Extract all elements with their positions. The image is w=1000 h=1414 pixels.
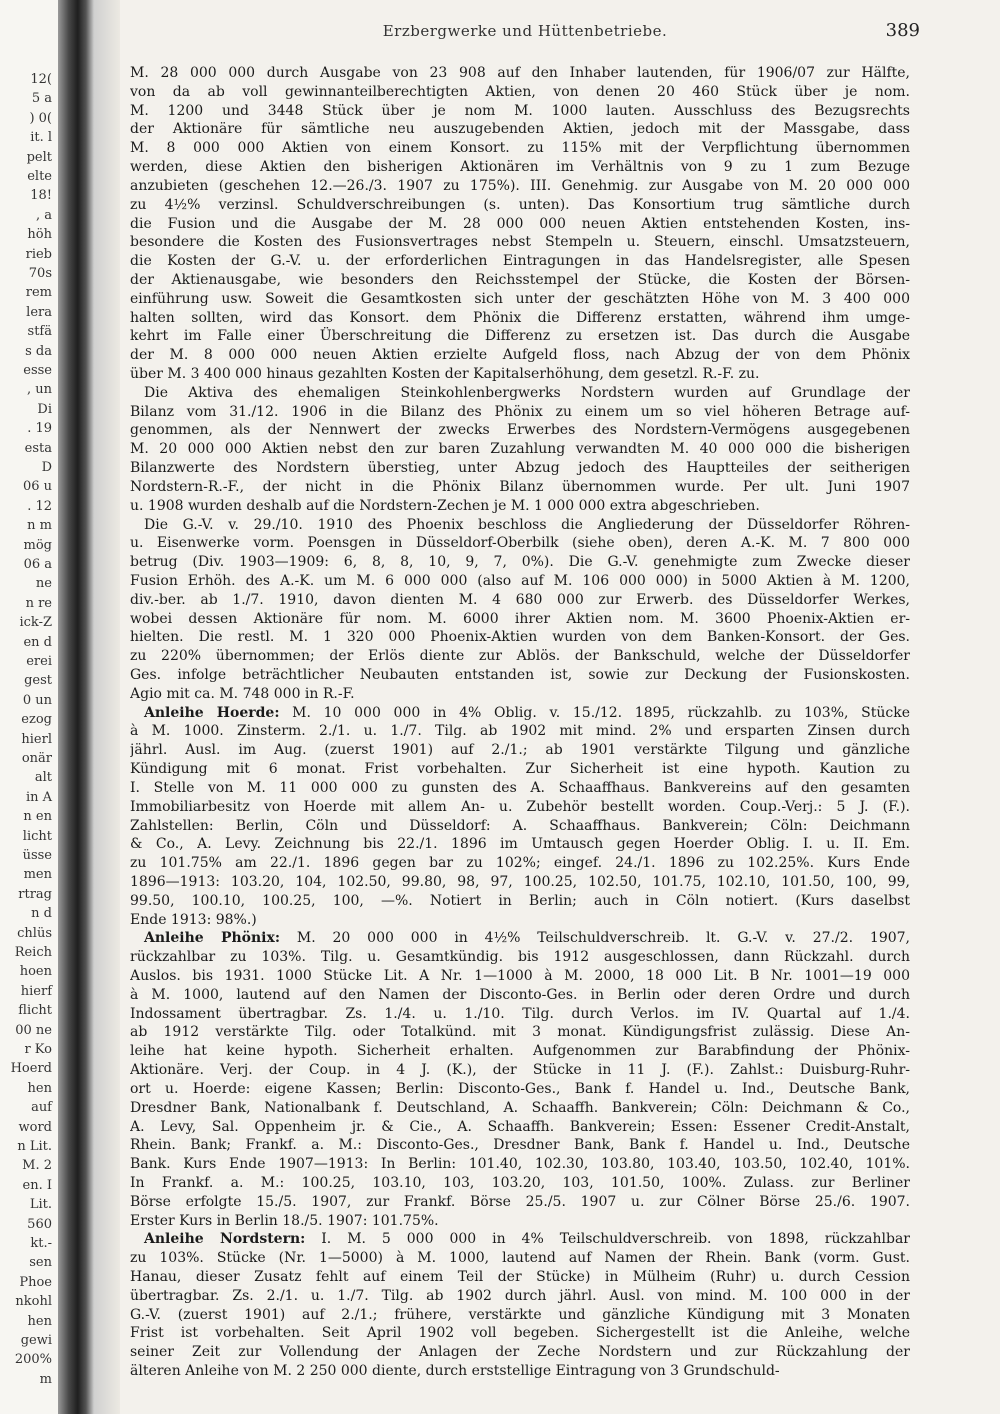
- poensgen-fusion-line: Fusion Erhöh. des A.-K. um M. 6 000 000 (also auf M. 106 000 000) in 5000 Aktien à M. 1200,: [130, 572, 910, 589]
- anleihe-phoenix-line: ab 1912 verstärkte Tilg. oder Totalkünd. mit 3 monat. Kündigungsfrist zulässig. Diese An-: [130, 1024, 910, 1041]
- poensgen-fusion-line: Ges. infolge beträchtlicher Neubauten entstanden ist, sowie zur Deckung der Fusionskosten.: [130, 667, 910, 683]
- fragment-line: stfä: [27, 324, 52, 340]
- capital-increase-line: anzubieten (geschehen 12.—26./3. 1907 zu 175%). III. Genehmig. zur Ausgabe von M. 20 000 000: [130, 177, 910, 194]
- fragment-line: gewi: [20, 1333, 52, 1348]
- fragment-line: üsse: [22, 848, 52, 863]
- fragment-line: . 12: [27, 498, 52, 514]
- fragment-line: alt: [34, 770, 52, 786]
- anleihe-nordstern-line: Hanau, dieser Zusatz fehlt auf einem Teil der Stücke) in Mülheim (Ruhr) u. durch Cession: [130, 1269, 910, 1285]
- anleihe-nordstern-line: übertragbar. Zs. 2./1. u. 1./7. Tilg. ab 1902 durch jährl. Ausl. von mind. M. 100 000 in der: [130, 1287, 910, 1304]
- page-number: 389: [885, 20, 920, 41]
- capital-increase-line: halten sollten, wird das Konsort. dem Phönix die Differenz erstatten, während ihm umge-: [130, 309, 910, 326]
- nordstern-assets-line: u. 1908 wurden deshalb auf die Nordstern-Zechen je M. 1 000 000 extra abgeschrieben.: [130, 497, 760, 514]
- fragment-line: D: [41, 460, 52, 475]
- fragment-line: men: [23, 867, 52, 883]
- anleihe-phoenix-text: M. 20 000 000 in 4½% Teilschuldverschreib. lt. G.-V. v. 27./2. 1907,: [280, 930, 910, 947]
- fragment-line: m: [39, 1371, 52, 1387]
- capital-increase-line: die Kosten der G.-V. u. der erforderlichen Eintragungen in das Handelsregister, alle Spesen: [130, 253, 910, 270]
- anleihe-phoenix-line: In Frankf. a. M.: 100.25, 103.10, 103, 103.20, 103, 101.50, 100%. Zulass. zur Berliner: [130, 1174, 910, 1191]
- fragment-line: n m: [27, 518, 52, 534]
- poensgen-fusion-line: u. Eisenwerke vorm. Poensgen in Düsseldorf-Oberbilk (siehe oben), deren A.-K. M. 7 800 000: [130, 535, 910, 552]
- fragment-line: hierf: [20, 983, 52, 999]
- fragment-line: ezog: [21, 712, 52, 728]
- anleihe-phoenix-line: ort u. Hoerde: eigene Kassen; Berlin: Disconto-Ges., Bank f. Handel u. Ind., Deutsche Bank,: [130, 1080, 910, 1097]
- nordstern-assets-line: Bilanz vom 31./12. 1906 in die Bilanz des Phönix zu einem um so viel höheren Betrage auf-: [130, 403, 910, 420]
- fragment-line: . 19: [27, 421, 52, 437]
- fragment-line: 06 u: [22, 479, 52, 495]
- anleihe-phoenix-line: Bank. Kurs Ende 1907—1913: In Berlin: 101.40, 102.30, 103.80, 103.40, 103.50, 102.40, 101%.: [130, 1156, 910, 1173]
- fragment-line: kt.-: [30, 1236, 52, 1251]
- fragment-line: erei: [26, 654, 52, 669]
- anleihe-hoerde-line: Kündigung mit 6 monat. Frist vorbehalten. Zur Sicherheit ist eine hypoth. Kaution zu: [130, 761, 910, 778]
- fragment-line: 200%: [14, 1352, 52, 1368]
- poensgen-fusion-line: betrug (Div. 1903—1909: 6, 8, 8, 10, 9, 7, 0%). Die G.-V. genehmigte zum Zwecke dieser: [130, 554, 910, 571]
- fragment-line: nkohl: [15, 1294, 52, 1310]
- anleihe-hoerde-line: Immobiliarbesitz von Hoerde mit allem An- u. Zubehör bestellt worden. Coup.-Verj.: 5 J. (F.).: [130, 798, 910, 815]
- poensgen-fusion-line: div.-ber. ab 1./7. 1910, davon dienten M. 4 680 000 zur Erwerb. des Düsseldorfer Werkes,: [130, 591, 910, 608]
- capital-increase-line: M. 8 000 000 Aktien von einem Konsort. zu 115% mit der Verpflichtung übernommen: [130, 140, 910, 157]
- fragment-line: 560: [27, 1216, 52, 1232]
- binding-gutter: [58, 0, 94, 1414]
- anleihe-phoenix-line: [130, 929, 910, 948]
- fragment-line: word: [18, 1119, 52, 1135]
- anleihe-phoenix-line: A. Levy, Sal. Oppenheim jr. & Cie., A. Schaaffh. Bankverein; Essen: Essener Credit-Anstalt,: [130, 1118, 910, 1135]
- poensgen-fusion-line: zu 220% übernommen; der Erlös diente zur Ablös. der Bankschuld, welche der Düsseldorfer: [130, 648, 910, 665]
- poensgen-fusion-line: hielten. Die restl. M. 1 320 000 Phoenix-Aktien wurden von dem Banken-Konsort. der Ges.: [130, 629, 910, 646]
- nordstern-assets-line: Nordstern-R.-F., der nicht in die Phönix Bilanz übernommen wurde. Per ult. Juni 1907: [130, 478, 910, 495]
- page-header: [130, 20, 920, 44]
- fragment-line: 0 un: [22, 692, 52, 708]
- fragment-line: rieb: [25, 246, 52, 262]
- anleihe-nordstern-text: I. M. 5 000 000 in 4% Teilschuldverschreib. von 1898, rückzahlbar: [305, 1231, 910, 1248]
- anleihe-phoenix-heading: Anleihe Phönix:: [144, 930, 281, 947]
- fragment-line: lera: [26, 304, 52, 320]
- fragment-line: M. 2: [22, 1158, 52, 1174]
- anleihe-hoerde-line: zu 101.75% am 22./1. 1896 gegen bar zu 102%; eingef. 24./1. 1896 zu 102.25%. Kurs Ende: [130, 855, 910, 872]
- nordstern-assets-line: M. 20 000 000 Aktien nebst den zur baren Zuzahlung verwandten M. 40 000 000 die bisherigen: [130, 441, 910, 458]
- fragment-line: flicht: [18, 1003, 52, 1019]
- capital-increase-line: die Fusion und die Ausgabe der M. 28 000 000 neuen Aktien entstehenden Kosten, ins-: [130, 215, 910, 232]
- anleihe-hoerde-line: jährl. Ausl. im Aug. (zuerst 1901) auf 2./1.; ab 1901 verstärkte Tilgung und gänzliche: [130, 742, 910, 759]
- fragment-line: n re: [25, 595, 52, 611]
- fragment-line: Di: [37, 401, 52, 417]
- fragment-line: 18!: [30, 188, 52, 204]
- fragment-line: r Ko: [24, 1042, 52, 1057]
- anleihe-hoerde-line: 1896—1913: 103.20, 104, 102.50, 99.80, 98, 97, 100.25, 102.50, 101.75, 102.10, 101.50, 100, 99,: [130, 873, 910, 890]
- poensgen-fusion-line: Agio mit ca. M. 748 000 in R.-F.: [130, 685, 355, 702]
- fragment-line: 06 a: [23, 557, 52, 572]
- capital-increase-line: besondere die Kosten des Fusionsvertrages nebst Stempeln u. Steuern, einschl. Umsatzsteuern,: [130, 234, 910, 251]
- fragment-line: hen: [27, 1080, 52, 1096]
- fragment-line: 00 ne: [15, 1022, 52, 1038]
- fragment-line: hen: [27, 1313, 52, 1329]
- capital-increase-line: der M. 8 000 000 neuen Aktien erzielte Aufgeld floss, nach Abzug der von dem Phönix: [130, 347, 910, 364]
- fragment-line: sen: [29, 1255, 52, 1271]
- anleihe-hoerde-line: à M. 1000. Zinsterm. 2./1. u. 1./7. Tilg. ab 1902 mit mind. 2% und ersparten Zinsen durch: [130, 723, 910, 740]
- anleihe-hoerde-line: [130, 704, 910, 723]
- page-body: [130, 64, 910, 1381]
- anleihe-phoenix-line: Dresdner Bank, Nationalbank f. Deutschland, A. Schaaffh. Bankverein; Cöln: Deichmann & Co.,: [130, 1099, 910, 1116]
- capital-increase-line: der Aktionäre für sämtliche neu auszugebenden Aktien, jedoch mit der Massgabe, dass: [130, 121, 910, 138]
- previous-page-fragments: [0, 0, 58, 1414]
- capital-increase-line: zu 4½% verzinsl. Schuldverschreibungen (s. unten). Das Konsortium trug sämtliche durch: [130, 196, 910, 213]
- anleihe-nordstern-line: zu 103%. Stücke (Nr. 1—5000) à M. 1000, lautend auf Namen der Rhein. Bank (vorm. Gust.: [130, 1250, 910, 1267]
- fragment-line: 12(: [30, 72, 52, 87]
- anleihe-hoerde-heading: Anleihe Hoerde:: [144, 704, 280, 721]
- anleihe-nordstern-line: G.-V. (zuerst 1901) auf 2./1.; frühere, verstärkte und gänzliche Kündigung mit 3 Monaten: [130, 1306, 910, 1323]
- anleihe-nordstern-heading: Anleihe Nordstern:: [144, 1231, 306, 1248]
- fragment-line: Hoerd: [10, 1061, 52, 1077]
- capital-increase-line: M. 1200 und 3448 Stück über je nom M. 1000 lauten. Ausschluss des Bezugsrechts: [130, 102, 910, 119]
- capital-increase-line: über M. 3 400 000 hinaus gezahlten Kosten der Kapitalserhöhung, dem gesetzl. R.-F. zu.: [130, 366, 760, 382]
- running-title: Erzbergwerke und Hüttenbetriebe.: [382, 22, 668, 40]
- poensgen-fusion-line: Die G.-V. v. 29./10. 1910 des Phoenix beschloss die Angliederung der Düsseldorfer Röhren-: [144, 516, 910, 533]
- fragment-line: Reich: [14, 945, 52, 960]
- anleihe-hoerde-line: Ende 1913: 98%.): [130, 911, 257, 928]
- nordstern-assets-line: genommen, als der Nennwert der zwecks Erwerbes des Nordstern-Vermögens ausgegebenen: [130, 422, 910, 439]
- capital-increase-line: M. 28 000 000 durch Ausgabe von 23 908 auf den Inhaber lautenden, für 1906/07 zur Hälfte,: [130, 65, 910, 81]
- anleihe-nordstern-line: [130, 1230, 910, 1249]
- nordstern-assets-line: Bilanzwerte des Nordstern überstieg, unter Abzug jedoch des Hauptteiles der seitherigen: [130, 460, 910, 477]
- fragment-line: hierl: [21, 731, 52, 747]
- fragment-line: onär: [21, 751, 52, 766]
- anleihe-nordstern-line: älteren Anleihe von M. 2 250 000 diente, durch erststellige Eintragung von 3 Grundschuld-: [130, 1363, 780, 1380]
- fragment-line: chlüs: [17, 925, 52, 941]
- fragment-line: , a: [35, 207, 52, 223]
- fragment-line: ne: [35, 576, 52, 592]
- anleihe-hoerde-line: 99.50, 100.10, 100.25, 100, —%. Notiert in Berlin; auch in Cöln notiert. (Kurs daselbst: [130, 892, 910, 909]
- fragment-line: rtrag: [18, 886, 52, 902]
- fragment-line: esta: [24, 440, 52, 456]
- fragment-line: Phoe: [19, 1274, 52, 1290]
- fragment-line: ) 0(: [29, 110, 52, 126]
- capital-increase-line: kehrt im Falle einer Überschreitung die Differenz zu ersetzen ist. Das durch die Ausgabe: [130, 328, 910, 345]
- anleihe-phoenix-line: Börse erfolgte 15./5. 1907, zur Frankf. Börse 25./5. 1907 u. zur Cölner Börse 25./6. 1907.: [130, 1193, 910, 1210]
- capital-increase-line: einführung usw. Soweit die Gesamtkosten sich unter der geschätzten Höhe von M. 3 400 000: [130, 290, 910, 307]
- fragment-line: pelt: [26, 149, 52, 165]
- fragment-line: , un: [26, 382, 52, 398]
- fragment-line: en d: [23, 634, 52, 650]
- fragment-line: ick-Z: [19, 615, 52, 631]
- binding-gutter-edge: [94, 0, 120, 1414]
- fragment-line: höh: [27, 227, 52, 243]
- anleihe-hoerde-line: Zahlstellen: Berlin, Cöln und Düsseldorf: A. Schaaffhaus. Bankverein; Cöln: Deichmann: [130, 817, 910, 834]
- fragment-line: s da: [25, 343, 52, 359]
- fragment-line: n en: [23, 809, 52, 825]
- anleihe-hoerde-line: & Co., A. Levy. Zeichnung bis 22./1. 1896 im Umtausch gegen Hoerder Oblig. I. u. II. Em.: [130, 836, 910, 853]
- anleihe-nordstern-line: Frist ist vorbehalten. Seit April 1902 voll begeben. Sichergestellt ist die Anleihe, welche: [130, 1325, 910, 1342]
- fragment-line: auf: [31, 1100, 52, 1116]
- anleihe-nordstern-line: seiner Zeit zur Vollendung der Anlagen der Zeche Nordstern und zur Rückzahlung der: [130, 1344, 910, 1361]
- fragment-line: n Lit.: [17, 1139, 52, 1154]
- anleihe-phoenix-line: Indossament übertragbar. Zs. 1./4. u. 1./10. Tilg. durch Verlos. im IV. Quartal auf 1./4.: [130, 1005, 910, 1022]
- fragment-line: rem: [25, 285, 52, 301]
- capital-increase-line: von da ab voll gewinnanteilberechtigten Aktien, von denen 20 460 Stück über je nom.: [130, 83, 910, 100]
- fragment-line: Lit.: [29, 1197, 52, 1213]
- anleihe-phoenix-line: Erster Kurs in Berlin 18./5. 1907: 101.75%.: [130, 1212, 439, 1229]
- anleihe-phoenix-line: leihe hat keine hypoth. Sicherheit erhalten. Aufgenommen zur Barabfindung der Phönix-: [130, 1043, 910, 1060]
- anleihe-phoenix-line: rückzahlbar zu 103%. Tilg. u. Gesamtkündig. bis 1912 ausgeschlossen, dann Rückzahl. durch: [130, 949, 910, 966]
- poensgen-fusion-line: wobei dessen Aktionäre für nom. M. 6000 ihrer Aktien nom. M. 3600 Phoenix-Aktien er-: [130, 610, 910, 627]
- fragment-line: in A: [25, 789, 52, 805]
- anleihe-phoenix-line: Rhein. Bank; Frankf. a. M.: Disconto-Ges., Dresdner Bank, Bank f. Handel u. Ind., Deutsche: [130, 1137, 910, 1154]
- anleihe-phoenix-line: à M. 1000, lautend auf den Namen der Disconto-Ges. in Berlin oder deren Ordre und durch: [130, 986, 910, 1003]
- capital-increase-line: werden, diese Aktien den bisherigen Aktionären im Verhältnis von 9 zu 1 zum Bezuge: [130, 159, 910, 176]
- anleihe-hoerde-line: I. Stelle von M. 11 000 000 zu gunsten des A. Schaaffhaus. Bankvereins auf den gesamten: [130, 779, 910, 796]
- fragment-line: n d: [31, 906, 52, 922]
- fragment-line: gest: [24, 673, 52, 689]
- fragment-line: licht: [22, 828, 52, 844]
- fragment-line: en. I: [22, 1177, 52, 1193]
- fragment-line: 5 a: [31, 91, 52, 107]
- capital-increase-line: der Aktienausgabe, wie besonders den Reichsstempel der Stücke, die Kosten der Börsen-: [130, 271, 910, 288]
- fragment-line: elte: [27, 169, 52, 184]
- fragment-line: it. l: [30, 130, 52, 146]
- nordstern-assets-line: Die Aktiva des ehemaligen Steinkohlenbergwerks Nordstern wurden auf Grundlage der: [144, 384, 910, 401]
- anleihe-phoenix-line: Auslos. bis 1931. 1000 Stücke Lit. A Nr. 1—1000 à M. 2000, 18 000 Lit. B Nr. 1001—19 000: [130, 968, 910, 984]
- fragment-line: mög: [23, 537, 52, 553]
- anleihe-hoerde-text: M. 10 000 000 in 4% Oblig. v. 15./12. 1895, rückzahlb. zu 103%, Stücke: [279, 704, 910, 721]
- fragment-line: hoen: [19, 964, 52, 980]
- fragment-line: esse: [23, 363, 52, 378]
- fragment-line: 70s: [28, 266, 52, 281]
- anleihe-phoenix-line: Aktionäre. Verj. der Coup. in 4 J. (K.), der Stücke in 11 J. (F.). Zahlst.: Duisburg-Ruhr-: [130, 1062, 910, 1079]
